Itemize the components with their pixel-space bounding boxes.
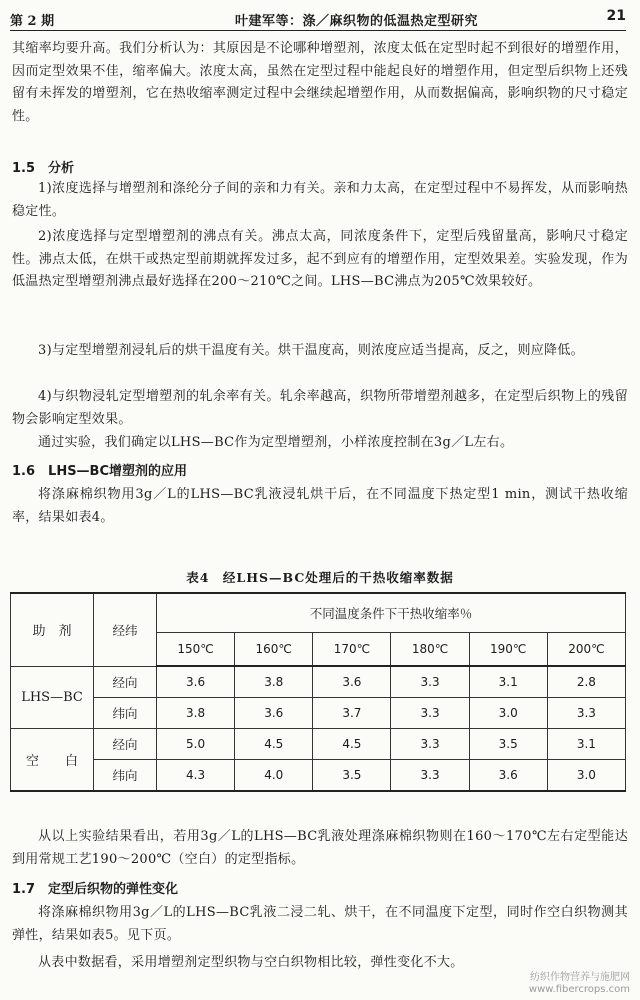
table-cell: 3.5 [469, 729, 547, 760]
table-cell: 4.0 [235, 760, 313, 792]
paragraph-elasticity-conclusion: 从表中数据看，采用增塑剂定型织物与空白织物相比较，弹性变化不大。 [38, 955, 464, 970]
header-temp: 180℃ [391, 633, 469, 667]
section-heading-1-6: 1.6 LHS—BC增塑剂的应用 [12, 464, 188, 479]
section-heading-1-7: 1.7 定型后织物的弹性变化 [12, 882, 179, 897]
table-cell: 3.3 [391, 666, 469, 698]
direction-weft: 纬向 [94, 760, 157, 792]
table-cell: 3.6 [157, 666, 235, 698]
table-cell: 3.1 [469, 666, 547, 698]
table-cell: 3.3 [391, 698, 469, 729]
table-cell: 5.0 [157, 729, 235, 760]
issue-number: 第 2 期 [10, 14, 55, 29]
table-cell: 4.5 [235, 729, 313, 760]
paragraph-analysis-1: 1)浓度选择与增塑剂和涤纶分子间的亲和力有关。亲和力太高，在定型过程中不易挥发，从而影响热稳定性。 [12, 181, 628, 219]
watermark-line-2: www.fibercrops.com [528, 984, 630, 995]
header-agent: 助 剂 [11, 593, 94, 666]
table-cell: 3.0 [547, 760, 625, 792]
paragraph-analysis-4: 4)与织物浸轧定型增塑剂的轧余率有关。轧余率越高，织物所带增塑剂越多，在定型后织物上的残留物会影响定型效果。 [12, 389, 628, 427]
paragraph-elasticity: 将涤麻棉织物用3g／L的LHS—BC乳液二浸二轧、烘干，在不同温度下定型，同时作空白织物测其弹性，结果如表5。见下页。 [12, 905, 628, 943]
running-header [10, 8, 626, 31]
table-cell: 3.6 [235, 698, 313, 729]
header-temp: 170℃ [313, 633, 391, 667]
section-heading-1-5: 1.5 分析 [12, 161, 75, 176]
paragraph-shrinkage-analysis: 其缩率均要升高。我们分析认为：其原因是不论哪种增塑剂，浓度太低在定型时起不到很好的增塑作用，因而定型效果不佳，缩率偏大。浓度太高，虽然在定型过程中能起良好的增塑作用，但定型后织物上还残留有未挥发的增塑剂，它在热收缩率测定过程中会继续起增塑作用，从而数据偏高，影响织物的尺寸稳定性。 [12, 41, 628, 124]
table-cell: 3.8 [157, 698, 235, 729]
table-cell: 3.6 [469, 760, 547, 792]
header-direction: 经纬 [94, 593, 157, 666]
table-cell: 3.3 [391, 729, 469, 760]
paragraph-conclusion: 通过实验，我们确定以LHS—BC作为定型增塑剂，小样浓度控制在3g／L左右。 [38, 435, 514, 450]
site-watermark [529, 972, 630, 996]
table-cell: 3.1 [547, 729, 625, 760]
table-cell: 3.0 [469, 698, 547, 729]
paragraph-results: 从以上实验结果看出，若用3g／L的LHS—BC乳液处理涤麻棉织物则在160～170℃左右定型能达到用常规工艺190～200℃（空白）的定型指标。 [12, 829, 628, 867]
agent-lhs-bc: LHS—BC [11, 666, 94, 729]
table-cell: 3.6 [313, 666, 391, 698]
table-cell: 4.5 [313, 729, 391, 760]
table-cell: 4.3 [157, 760, 235, 792]
page-number: 21 [606, 8, 626, 24]
paragraph-application: 将涤麻棉织物用3g／L的LHS—BC乳液浸轧烘干后，在不同温度下热定型1 min，测试干热收缩率，结果如表4。 [12, 487, 628, 525]
header-temp: 160℃ [235, 633, 313, 667]
table-cell: 3.8 [235, 666, 313, 698]
agent-blank: 空 白 [11, 729, 94, 792]
paragraph-analysis-2: 2)浓度选择与定型增塑剂的沸点有关。沸点太高，同浓度条件下，定型后残留量高，影响尺寸稳定性。沸点太低，在烘干或热定型前期就挥发过多，起不到应有的增塑作用，定型效果差。实验发现，作为低温热定型增塑剂沸点最好选择在200～210℃之间。LHS—BC沸点为205℃效果较好。 [12, 229, 628, 289]
header-temp: 150℃ [157, 633, 235, 667]
direction-weft: 纬向 [94, 698, 157, 729]
header-temperature-group: 不同温度条件下干热收缩率％ [157, 593, 626, 633]
header-temp: 190℃ [469, 633, 547, 667]
direction-warp: 经向 [94, 729, 157, 760]
table-cell: 2.8 [547, 666, 625, 698]
table-cell: 3.3 [391, 760, 469, 792]
watermark-line-1: 纺织作物营养与施肥网 [530, 972, 630, 983]
header-temp: 200℃ [547, 633, 625, 667]
table-cell: 3.5 [313, 760, 391, 792]
table-caption: 表4 经LHS—BC处理后的干热收缩率数据 [186, 570, 454, 585]
paragraph-analysis-3: 3)与定型增塑剂浸轧后的烘干温度有关。烘干温度高，则浓度应适当提高，反之，则应降低。 [38, 343, 584, 358]
direction-warp: 经向 [94, 666, 157, 698]
shrinkage-table [10, 592, 626, 792]
table-cell: 3.7 [313, 698, 391, 729]
running-title: 叶建军等：涤／麻织物的低温热定型研究 [235, 14, 479, 29]
table-cell: 3.3 [547, 698, 625, 729]
